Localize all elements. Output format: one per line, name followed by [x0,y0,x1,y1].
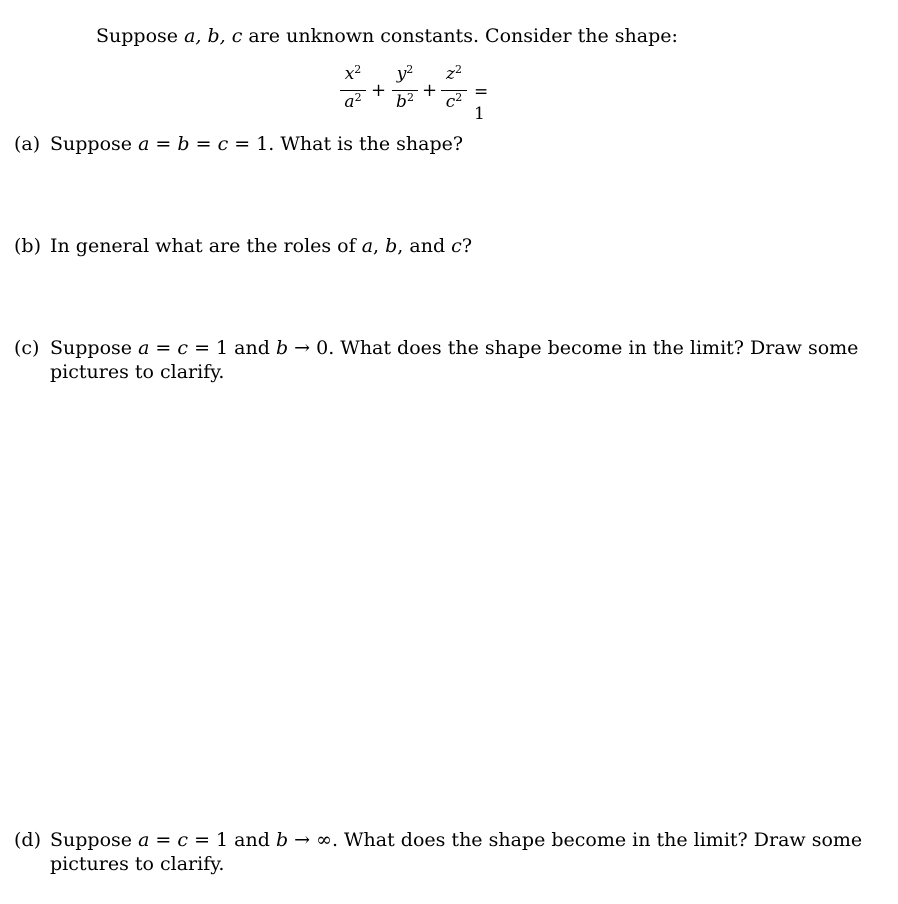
part-b-label: (b) [14,235,41,257]
fraction-bar [392,90,418,91]
equals: = [149,829,178,851]
plus-sign: + [371,80,387,101]
part-b-text: In general what are the roles of [50,235,362,257]
denominator-a: $a^2$ [344,91,362,112]
var-a: a [138,133,150,155]
fraction-bar [340,90,366,91]
part-a-question: = 1. What is the shape? [228,133,464,155]
part-c-label: (c) [14,337,40,359]
numerator-y: $y^2$ [396,63,414,84]
fraction-bar [441,90,467,91]
part-c-text: Suppose [50,337,139,359]
part-d-question: → ∞. What does the shape become in the limit? Draw some [288,829,863,851]
and-text: = 1 and [188,829,276,851]
equals: = [149,337,178,359]
part-c-continuation: pictures to clarify. [50,361,225,383]
var-b: b [385,235,398,257]
equation-rhs: = 1 [474,82,489,124]
part-b [14,234,472,258]
numerator-z: $z^2$ [446,63,462,84]
var-c: c [177,337,189,359]
part-c [14,336,858,360]
var-b: b [275,337,289,359]
var-c: c [177,829,189,851]
var-a: a [138,829,150,851]
var-b: b [275,829,289,851]
denominator-c: $c^2$ [445,91,463,112]
equals: = [149,133,178,155]
part-a-text: Suppose [50,133,139,155]
plus-sign: + [422,80,438,101]
and-text: = 1 and [188,337,276,359]
part-d-continuation: pictures to clarify. [50,853,225,875]
intro-text [96,24,678,48]
and-text: , and [397,235,452,257]
intro-variables: a, b, c [184,25,243,47]
equals: = [189,133,218,155]
denominator-b: $b^2$ [396,91,414,112]
var-c: c [451,235,462,257]
part-d-label: (d) [14,829,41,851]
part-d [14,828,862,852]
var-c: c [217,133,229,155]
part-c-question: → 0. What does the shape become in the limit? Draw some [288,337,859,359]
intro-prefix: Suppose [96,25,185,47]
part-a-label: (a) [14,133,41,155]
var-a: a [138,337,150,359]
var-b: b [177,133,190,155]
comma: , [373,235,386,257]
intro-suffix: are unknown constants. Consider the shape: [242,25,678,47]
var-a: a [361,235,374,257]
part-a [14,132,463,156]
question-mark: ? [461,235,472,257]
numerator-x: $x^2$ [344,63,362,84]
part-d-text: Suppose [50,829,139,851]
